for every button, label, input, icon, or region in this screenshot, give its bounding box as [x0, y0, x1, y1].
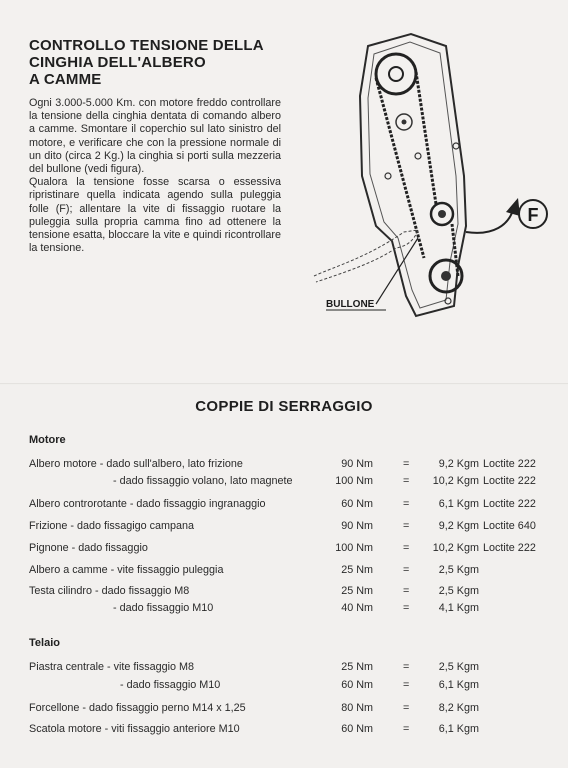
bullone-label: BULLONE — [326, 299, 375, 310]
table-row — [0, 585, 568, 599]
row-description: - dado fissaggio M10 — [113, 602, 214, 614]
row-kgm: 10,2 Kgm — [432, 475, 479, 487]
row-nm: 25 Nm — [341, 564, 373, 576]
row-nm: 100 Nm — [335, 542, 373, 554]
idler-pulley-hub — [438, 210, 446, 218]
row-nm: 90 Nm — [341, 458, 373, 470]
row-nm: 60 Nm — [341, 498, 373, 510]
row-nm: 25 Nm — [341, 585, 373, 597]
table-row — [0, 602, 568, 616]
row-description: Testa cilindro - dado fissaggio M8 — [29, 585, 190, 597]
row-equals: = — [403, 602, 410, 614]
row-equals: = — [403, 702, 410, 714]
row-equals: = — [403, 564, 410, 576]
row-equals: = — [403, 475, 410, 487]
f-arrowhead — [506, 198, 520, 216]
row-nm: 60 Nm — [341, 679, 373, 691]
table-row — [0, 661, 568, 675]
page-title: CONTROLLO TENSIONE DELLA CINGHIA DELL'ALBERO A CAMME — [29, 37, 264, 88]
row-loctite: Loctite 222 — [483, 458, 536, 470]
row-equals: = — [403, 520, 410, 532]
instructions-paragraph-1: Ogni 3.000-5.000 Km. con motore freddo controllare la tensione della cinghia dentata di comando albero a camme. Smontare il coperchio sul lato sinistro del motore, e verificare che con la pressione normale di un dito (circa 2 Kg.) la cinghia si porti sulla mezzeria del bullone (vedi figura). — [29, 97, 281, 176]
row-kgm: 4,1 Kgm — [438, 602, 479, 614]
row-description: Albero a camme - vite fissaggio puleggia — [29, 564, 224, 576]
page-fold — [0, 383, 568, 385]
row-equals: = — [403, 661, 410, 673]
group-title-motore: Motore — [29, 434, 66, 446]
table-row — [0, 498, 568, 512]
bullone-leader — [376, 238, 418, 304]
row-equals: = — [403, 585, 410, 597]
row-kgm: 6,1 Kgm — [438, 498, 479, 510]
row-nm: 60 Nm — [341, 723, 373, 735]
row-equals: = — [403, 498, 410, 510]
row-description: Albero motore - dado sull'albero, lato frizione — [29, 458, 243, 470]
row-description: - dado fissaggio M10 — [120, 679, 221, 691]
center-boss-dot — [402, 120, 407, 125]
instructions-paragraph-2: Qualora la tensione fosse scarsa o essessiva ripristinare quella indicata agendo sulla puleggia folle (F); allentare la vite di fissaggio ruotare la puleggia sulla propria camma fino ad ottenere la tensione esatta, bloccare la vite e quindi ricontrollare la tensione. — [29, 176, 281, 255]
bolt-4 — [445, 298, 451, 304]
row-description: - dado fissaggio volano, lato magnete — [113, 475, 293, 487]
row-equals: = — [403, 458, 410, 470]
table-row — [0, 475, 568, 489]
row-nm: 90 Nm — [341, 520, 373, 532]
row-description: Scatola motore - viti fissaggio anteriore M10 — [29, 723, 240, 735]
bolt-3 — [453, 143, 459, 149]
bolt-2 — [415, 153, 421, 159]
row-loctite: Loctite 640 — [483, 520, 536, 532]
row-equals: = — [403, 542, 410, 554]
row-description: Piastra centrale - vite fissaggio M8 — [29, 661, 195, 673]
table-row — [0, 564, 568, 578]
row-loctite: Loctite 222 — [483, 475, 536, 487]
row-kgm: 2,5 Kgm — [438, 661, 479, 673]
row-description: Pignone - dado fissaggio — [29, 542, 148, 554]
f-arrow — [466, 206, 514, 233]
row-nm: 40 Nm — [341, 602, 373, 614]
row-loctite: Loctite 222 — [483, 498, 536, 510]
row-nm: 25 Nm — [341, 661, 373, 673]
row-kgm: 6,1 Kgm — [438, 723, 479, 735]
row-kgm: 9,2 Kgm — [438, 520, 479, 532]
row-nm: 100 Nm — [335, 475, 373, 487]
table-row — [0, 542, 568, 556]
row-description: Forcellone - dado fissaggio perno M14 x 1,25 — [29, 702, 246, 714]
row-loctite: Loctite 222 — [483, 542, 536, 554]
camshaft-pulley-hub — [389, 67, 403, 81]
crankshaft-pulley-hub — [441, 271, 451, 281]
row-equals: = — [403, 679, 410, 691]
table-row — [0, 458, 568, 472]
row-kgm: 8,2 Kgm — [438, 702, 479, 714]
row-equals: = — [403, 723, 410, 735]
table-row — [0, 702, 568, 716]
row-kgm: 6,1 Kgm — [438, 679, 479, 691]
row-kgm: 10,2 Kgm — [432, 542, 479, 554]
group-title-telaio: Telaio — [29, 637, 60, 649]
belt-tension-diagram — [296, 26, 558, 326]
table-row — [0, 679, 568, 693]
row-description: Albero controrotante - dado fissaggio ingranaggio — [29, 498, 266, 510]
table-row — [0, 520, 568, 534]
row-kgm: 2,5 Kgm — [438, 564, 479, 576]
row-nm: 80 Nm — [341, 702, 373, 714]
bolt-1 — [385, 173, 391, 179]
torque-section-title: COPPIE DI SERRAGGIO — [195, 398, 373, 415]
row-kgm: 2,5 Kgm — [438, 585, 479, 597]
camshaft-pulley — [376, 54, 416, 94]
f-label: F — [527, 205, 539, 225]
table-row — [0, 723, 568, 737]
instructions-text — [29, 97, 281, 255]
row-kgm: 9,2 Kgm — [438, 458, 479, 470]
toothed-belt — [376, 72, 458, 276]
row-description: Frizione - dado fissagigo campana — [29, 520, 195, 532]
